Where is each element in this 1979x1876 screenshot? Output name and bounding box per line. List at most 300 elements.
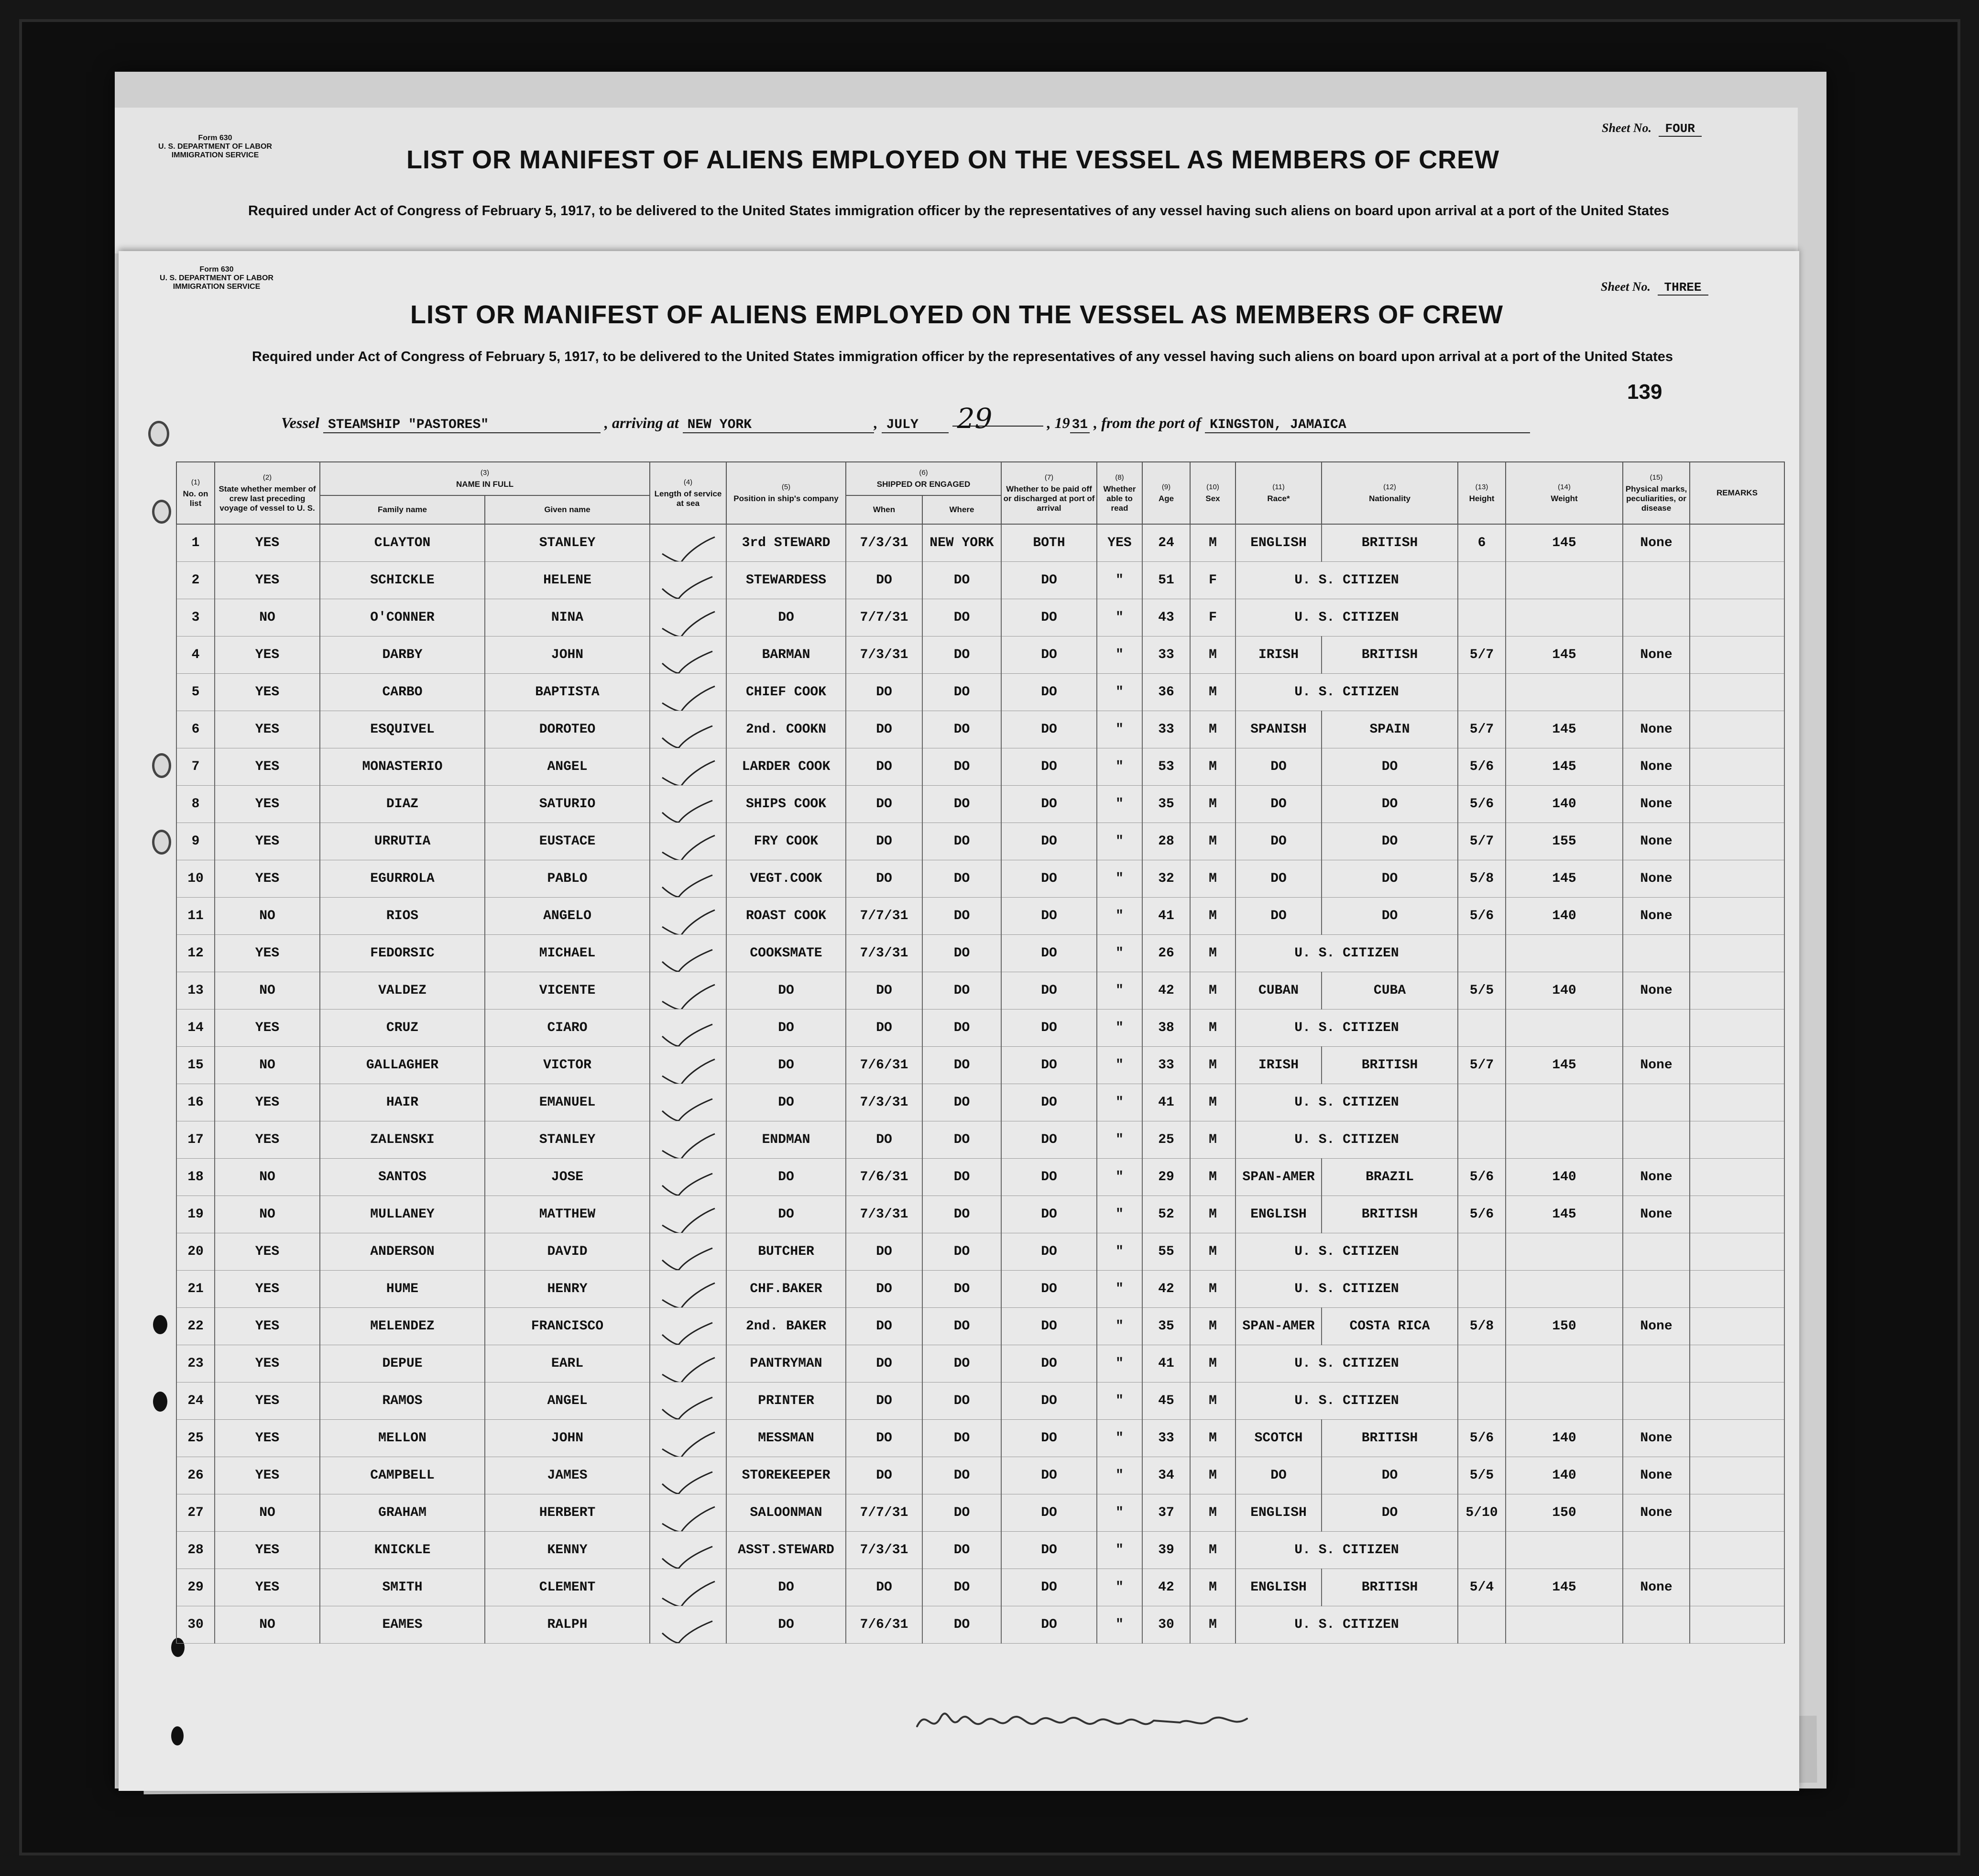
binder-ring (148, 421, 169, 447)
crew-manifest-table (176, 461, 1785, 1644)
cell-where: DO (922, 935, 1001, 972)
cell-nationality: BRAZIL (1322, 1159, 1458, 1196)
service-name: IMMIGRATION SERVICE (173, 283, 261, 291)
cell-previous-voyage: YES (215, 711, 320, 748)
cell-when: 7/6/31 (846, 1159, 922, 1196)
form-number: Form 630 (198, 134, 232, 142)
cell-when: DO (846, 860, 922, 898)
cell-no: 3 (176, 599, 215, 636)
cell-height (1458, 1271, 1506, 1308)
cell-weight: 140 (1506, 1159, 1623, 1196)
cell-able-to-read: " (1097, 562, 1142, 599)
cell-paid-off: DO (1001, 860, 1097, 898)
cell-paid-off: DO (1001, 1308, 1097, 1345)
cell-given-name: EUSTACE (485, 823, 650, 860)
cell-paid-off: DO (1001, 1196, 1097, 1233)
cell-age: 39 (1142, 1532, 1190, 1569)
inspector-signature (912, 1698, 1276, 1741)
cell-sex: M (1190, 1084, 1236, 1121)
cell-citizenship: U. S. CITIZEN (1236, 674, 1458, 711)
cell-no: 17 (176, 1121, 215, 1159)
cell-remarks (1690, 1084, 1784, 1121)
check-mark-icon (653, 1385, 724, 1420)
cell-remarks (1690, 748, 1784, 786)
cell-race: ENGLISH (1236, 1494, 1322, 1532)
cell-when: DO (846, 1233, 922, 1271)
table-row (176, 786, 1784, 823)
cell-height (1458, 674, 1506, 711)
cell-height: 5/6 (1458, 748, 1506, 786)
cell-length-of-service (650, 898, 726, 935)
punch-hole (153, 1315, 167, 1334)
cell-no: 20 (176, 1233, 215, 1271)
cell-family-name: HUME (320, 1271, 485, 1308)
cell-weight (1506, 1606, 1623, 1644)
table-row (176, 1382, 1784, 1420)
cell-height: 5/6 (1458, 1420, 1506, 1457)
check-mark-icon (653, 1087, 724, 1121)
cell-age: 33 (1142, 1420, 1190, 1457)
cell-length-of-service (650, 972, 726, 1009)
cell-family-name: DIAZ (320, 786, 485, 823)
manifest-subtitle: Required under Act of Congress of February 5, 1917, to be delivered to the United States immigration officer by the representatives of any vessel having such aliens on board upon arrival at a port of the United States (248, 203, 1670, 219)
cell-no: 15 (176, 1047, 215, 1084)
cell-length-of-service (650, 786, 726, 823)
table-row (176, 636, 1784, 674)
cell-weight (1506, 1121, 1623, 1159)
cell-sex: F (1190, 599, 1236, 636)
sheet-number (1601, 280, 1708, 295)
cell-no: 9 (176, 823, 215, 860)
cell-where: DO (922, 748, 1001, 786)
cell-race: SPAN-AMER (1236, 1159, 1322, 1196)
col-no-on-list: (1) No. on list (176, 462, 215, 524)
cell-citizenship: U. S. CITIZEN (1236, 599, 1458, 636)
cell-paid-off: DO (1001, 1009, 1097, 1047)
cell-previous-voyage: YES (215, 1420, 320, 1457)
cell-position: LARDER COOK (726, 748, 846, 786)
cell-given-name: BAPTISTA (485, 674, 650, 711)
col-length-of-service: (4) Length of service at sea (650, 462, 726, 524)
cell-age: 41 (1142, 1345, 1190, 1382)
top-sheet (115, 108, 1798, 253)
cell-given-name: EARL (485, 1345, 650, 1382)
cell-able-to-read: " (1097, 1047, 1142, 1084)
cell-family-name: RIOS (320, 898, 485, 935)
cell-family-name: ANDERSON (320, 1233, 485, 1271)
cell-weight (1506, 1233, 1623, 1271)
cell-able-to-read: " (1097, 972, 1142, 1009)
check-mark-icon (653, 639, 724, 674)
cell-paid-off: DO (1001, 1532, 1097, 1569)
cell-when: 7/7/31 (846, 599, 922, 636)
cell-where: DO (922, 860, 1001, 898)
cell-family-name: CRUZ (320, 1009, 485, 1047)
cell-sex: M (1190, 1532, 1236, 1569)
cell-when: 7/3/31 (846, 1084, 922, 1121)
cell-no: 4 (176, 636, 215, 674)
cell-remarks (1690, 1196, 1784, 1233)
cell-height: 5/7 (1458, 823, 1506, 860)
cell-length-of-service (650, 1345, 726, 1382)
cell-position: CHF.BAKER (726, 1271, 846, 1308)
cell-when: DO (846, 1009, 922, 1047)
cell-remarks (1690, 1121, 1784, 1159)
cell-given-name: HENRY (485, 1271, 650, 1308)
cell-physical-marks (1623, 1271, 1690, 1308)
cell-physical-marks (1623, 562, 1690, 599)
cell-paid-off: DO (1001, 823, 1097, 860)
cell-previous-voyage: YES (215, 1532, 320, 1569)
cell-no: 2 (176, 562, 215, 599)
table-row (176, 524, 1784, 562)
cell-family-name: FEDORSIC (320, 935, 485, 972)
cell-previous-voyage: NO (215, 1494, 320, 1532)
main-sheet (119, 251, 1799, 1791)
cell-family-name: GRAHAM (320, 1494, 485, 1532)
cell-previous-voyage: YES (215, 935, 320, 972)
cell-remarks (1690, 1233, 1784, 1271)
cell-given-name: DAVID (485, 1233, 650, 1271)
cell-able-to-read: " (1097, 1121, 1142, 1159)
cell-paid-off: DO (1001, 1569, 1097, 1606)
vessel-name: STEAMSHIP "PASTORES" (323, 417, 601, 433)
cell-physical-marks (1623, 1345, 1690, 1382)
cell-family-name: SCHICKLE (320, 562, 485, 599)
cell-given-name: ANGEL (485, 1382, 650, 1420)
check-mark-icon (653, 1535, 724, 1569)
cell-weight: 140 (1506, 1420, 1623, 1457)
cell-where: DO (922, 1084, 1001, 1121)
cell-height: 5/5 (1458, 972, 1506, 1009)
cell-length-of-service (650, 1382, 726, 1420)
cell-length-of-service (650, 1606, 726, 1644)
arrival-month: JULY (882, 417, 949, 433)
check-mark-icon (653, 1050, 724, 1084)
cell-able-to-read: " (1097, 935, 1142, 972)
arrival-year: 31 (1070, 417, 1090, 433)
cell-sex: M (1190, 748, 1236, 786)
cell-able-to-read: " (1097, 1532, 1142, 1569)
cell-nationality: BRITISH (1322, 1047, 1458, 1084)
cell-able-to-read: " (1097, 786, 1142, 823)
cell-able-to-read: " (1097, 898, 1142, 935)
check-mark-icon (653, 789, 724, 823)
cell-citizenship: U. S. CITIZEN (1236, 1532, 1458, 1569)
cell-height: 5/5 (1458, 1457, 1506, 1494)
cell-height (1458, 1233, 1506, 1271)
cell-sex: M (1190, 1420, 1236, 1457)
table-row (176, 1457, 1784, 1494)
cell-height: 5/6 (1458, 1159, 1506, 1196)
cell-remarks (1690, 786, 1784, 823)
cell-previous-voyage: NO (215, 1047, 320, 1084)
cell-remarks (1690, 1494, 1784, 1532)
cell-family-name: ZALENSKI (320, 1121, 485, 1159)
cell-nationality: DO (1322, 898, 1458, 935)
form-number: Form 630 (199, 265, 234, 274)
cell-physical-marks: None (1623, 823, 1690, 860)
sheet-number-value: FOUR (1659, 121, 1702, 137)
cell-where: DO (922, 636, 1001, 674)
cell-race: DO (1236, 786, 1322, 823)
cell-where: DO (922, 1196, 1001, 1233)
cell-given-name: EMANUEL (485, 1084, 650, 1121)
col-when: When (846, 495, 922, 524)
cell-physical-marks: None (1623, 786, 1690, 823)
cell-sex: M (1190, 823, 1236, 860)
cell-remarks (1690, 1271, 1784, 1308)
cell-paid-off: DO (1001, 972, 1097, 1009)
check-mark-icon (653, 1273, 724, 1308)
cell-position: DO (726, 1196, 846, 1233)
cell-height: 5/8 (1458, 1308, 1506, 1345)
cell-length-of-service (650, 748, 726, 786)
cell-nationality: BRITISH (1322, 1420, 1458, 1457)
cell-position: STEWARDESS (726, 562, 846, 599)
cell-race: IRISH (1236, 636, 1322, 674)
col-paid-off: (7) Whether to be paid off or discharged at port of arrival (1001, 462, 1097, 524)
cell-physical-marks: None (1623, 1569, 1690, 1606)
cell-race: DO (1236, 860, 1322, 898)
cell-remarks (1690, 524, 1784, 562)
cell-paid-off: DO (1001, 786, 1097, 823)
table-row (176, 935, 1784, 972)
cell-height: 5/10 (1458, 1494, 1506, 1532)
cell-physical-marks: None (1623, 636, 1690, 674)
cell-where: DO (922, 562, 1001, 599)
cell-age: 43 (1142, 599, 1190, 636)
cell-able-to-read: " (1097, 636, 1142, 674)
cell-when: 7/7/31 (846, 898, 922, 935)
cell-where: DO (922, 1457, 1001, 1494)
cell-able-to-read: " (1097, 1345, 1142, 1382)
cell-weight (1506, 1271, 1623, 1308)
cell-position: DO (726, 1084, 846, 1121)
cell-previous-voyage: YES (215, 1345, 320, 1382)
cell-where: DO (922, 1121, 1001, 1159)
table-row (176, 1308, 1784, 1345)
sheet-number-label: Sheet No. (1601, 280, 1651, 294)
cell-race: IRISH (1236, 1047, 1322, 1084)
cell-race: CUBAN (1236, 972, 1322, 1009)
cell-family-name: CAMPBELL (320, 1457, 485, 1494)
cell-position: DO (726, 1606, 846, 1644)
cell-length-of-service (650, 1457, 726, 1494)
cell-position: PANTRYMAN (726, 1345, 846, 1382)
cell-weight: 145 (1506, 636, 1623, 674)
cell-given-name: ANGEL (485, 748, 650, 786)
cell-where: DO (922, 1009, 1001, 1047)
cell-where: DO (922, 711, 1001, 748)
cell-given-name: STANLEY (485, 1121, 650, 1159)
table-row (176, 1196, 1784, 1233)
cell-position: FRY COOK (726, 823, 846, 860)
cell-position: COOKSMATE (726, 935, 846, 972)
cell-nationality: SPAIN (1322, 711, 1458, 748)
cell-citizenship: U. S. CITIZEN (1236, 935, 1458, 972)
cell-age: 26 (1142, 935, 1190, 972)
cell-age: 38 (1142, 1009, 1190, 1047)
cell-physical-marks: None (1623, 748, 1690, 786)
col-position: (5) Position in ship's company (726, 462, 846, 524)
cell-weight: 145 (1506, 748, 1623, 786)
cell-able-to-read: " (1097, 1457, 1142, 1494)
cell-age: 30 (1142, 1606, 1190, 1644)
check-mark-icon (653, 863, 724, 898)
cell-position: VEGT.COOK (726, 860, 846, 898)
cell-age: 33 (1142, 636, 1190, 674)
cell-weight: 145 (1506, 711, 1623, 748)
cell-family-name: CARBO (320, 674, 485, 711)
cell-age: 41 (1142, 898, 1190, 935)
cell-previous-voyage: YES (215, 1569, 320, 1606)
cell-remarks (1690, 1532, 1784, 1569)
table-row (176, 1121, 1784, 1159)
cell-physical-marks: None (1623, 1159, 1690, 1196)
cell-length-of-service (650, 636, 726, 674)
cell-weight (1506, 1345, 1623, 1382)
cell-race: SPANISH (1236, 711, 1322, 748)
cell-when: DO (846, 786, 922, 823)
cell-paid-off: DO (1001, 1271, 1097, 1308)
cell-race: SCOTCH (1236, 1420, 1322, 1457)
cell-physical-marks (1623, 1382, 1690, 1420)
cell-sex: M (1190, 1457, 1236, 1494)
cell-position: DO (726, 1569, 846, 1606)
sheet-number-value: THREE (1658, 280, 1708, 296)
cell-height: 5/7 (1458, 711, 1506, 748)
cell-remarks (1690, 1569, 1784, 1606)
cell-position: SHIPS COOK (726, 786, 846, 823)
cell-age: 33 (1142, 1047, 1190, 1084)
cell-where: DO (922, 1047, 1001, 1084)
cell-family-name: DARBY (320, 636, 485, 674)
cell-citizenship: U. S. CITIZEN (1236, 1271, 1458, 1308)
cell-position: ASST.STEWARD (726, 1532, 846, 1569)
cell-age: 37 (1142, 1494, 1190, 1532)
cell-weight (1506, 674, 1623, 711)
cell-given-name: RALPH (485, 1606, 650, 1644)
arrival-port: NEW YORK (683, 417, 874, 433)
col-race: (11) Race* (1236, 462, 1322, 524)
cell-height (1458, 1084, 1506, 1121)
cell-length-of-service (650, 1494, 726, 1532)
cell-physical-marks (1623, 1009, 1690, 1047)
cell-race: DO (1236, 748, 1322, 786)
cell-previous-voyage: YES (215, 636, 320, 674)
cell-previous-voyage: YES (215, 823, 320, 860)
col-shipped-or-engaged: (6) SHIPPED OR ENGAGED (846, 462, 1001, 495)
cell-sex: M (1190, 674, 1236, 711)
cell-when: DO (846, 748, 922, 786)
cell-age: 42 (1142, 972, 1190, 1009)
cell-family-name: CLAYTON (320, 524, 485, 562)
cell-remarks (1690, 1009, 1784, 1047)
cell-given-name: CIARO (485, 1009, 650, 1047)
cell-when: 7/3/31 (846, 935, 922, 972)
table-row (176, 1233, 1784, 1271)
cell-previous-voyage: YES (215, 748, 320, 786)
cell-given-name: JOHN (485, 1420, 650, 1457)
cell-given-name: VICTOR (485, 1047, 650, 1084)
cell-where: DO (922, 823, 1001, 860)
col-family-name: Family name (320, 495, 485, 524)
check-mark-icon (653, 1348, 724, 1382)
cell-no: 23 (176, 1345, 215, 1382)
cell-position: DO (726, 1009, 846, 1047)
cell-citizenship: U. S. CITIZEN (1236, 562, 1458, 599)
cell-position: CHIEF COOK (726, 674, 846, 711)
cell-height (1458, 935, 1506, 972)
manifest-title: LIST OR MANIFEST OF ALIENS EMPLOYED ON THE VESSEL AS MEMBERS OF CREW (410, 300, 1504, 329)
cell-able-to-read: " (1097, 1308, 1142, 1345)
binder-ring (152, 753, 171, 778)
cell-where: NEW YORK (922, 524, 1001, 562)
check-mark-icon (653, 1460, 724, 1494)
cell-family-name: MELLON (320, 1420, 485, 1457)
cell-weight (1506, 1532, 1623, 1569)
cell-previous-voyage: YES (215, 1382, 320, 1420)
cell-length-of-service (650, 860, 726, 898)
cell-family-name: MULLANEY (320, 1196, 485, 1233)
cell-remarks (1690, 1308, 1784, 1345)
cell-length-of-service (650, 1084, 726, 1121)
check-mark-icon (653, 826, 724, 860)
cell-able-to-read: " (1097, 1569, 1142, 1606)
service-name: IMMIGRATION SERVICE (171, 151, 259, 159)
cell-given-name: JOHN (485, 636, 650, 674)
cell-paid-off: DO (1001, 1159, 1097, 1196)
cell-no: 16 (176, 1084, 215, 1121)
cell-weight: 140 (1506, 898, 1623, 935)
cell-citizenship: U. S. CITIZEN (1236, 1382, 1458, 1420)
cell-length-of-service (650, 1569, 726, 1606)
cell-previous-voyage: NO (215, 1606, 320, 1644)
cell-no: 27 (176, 1494, 215, 1532)
cell-paid-off: DO (1001, 599, 1097, 636)
cell-previous-voyage: YES (215, 1009, 320, 1047)
check-mark-icon (653, 527, 724, 562)
cell-citizenship: U. S. CITIZEN (1236, 1009, 1458, 1047)
cell-family-name: EAMES (320, 1606, 485, 1644)
cell-given-name: KENNY (485, 1532, 650, 1569)
cell-position: STOREKEEPER (726, 1457, 846, 1494)
cell-race: DO (1236, 1457, 1322, 1494)
cell-where: DO (922, 786, 1001, 823)
cell-remarks (1690, 1159, 1784, 1196)
cell-no: 19 (176, 1196, 215, 1233)
check-mark-icon (653, 1012, 724, 1047)
cell-paid-off: DO (1001, 898, 1097, 935)
table-row (176, 1532, 1784, 1569)
check-mark-icon (653, 602, 724, 636)
cell-able-to-read: " (1097, 1233, 1142, 1271)
cell-paid-off: DO (1001, 1457, 1097, 1494)
cell-remarks (1690, 674, 1784, 711)
cell-race: ENGLISH (1236, 1196, 1322, 1233)
cell-where: DO (922, 1382, 1001, 1420)
cell-age: 35 (1142, 1308, 1190, 1345)
cell-no: 30 (176, 1606, 215, 1644)
cell-physical-marks: None (1623, 711, 1690, 748)
table-row (176, 1009, 1784, 1047)
cell-position: DO (726, 599, 846, 636)
cell-height: 5/7 (1458, 636, 1506, 674)
cell-when: DO (846, 1382, 922, 1420)
cell-when: DO (846, 1345, 922, 1382)
cell-height: 5/6 (1458, 1196, 1506, 1233)
